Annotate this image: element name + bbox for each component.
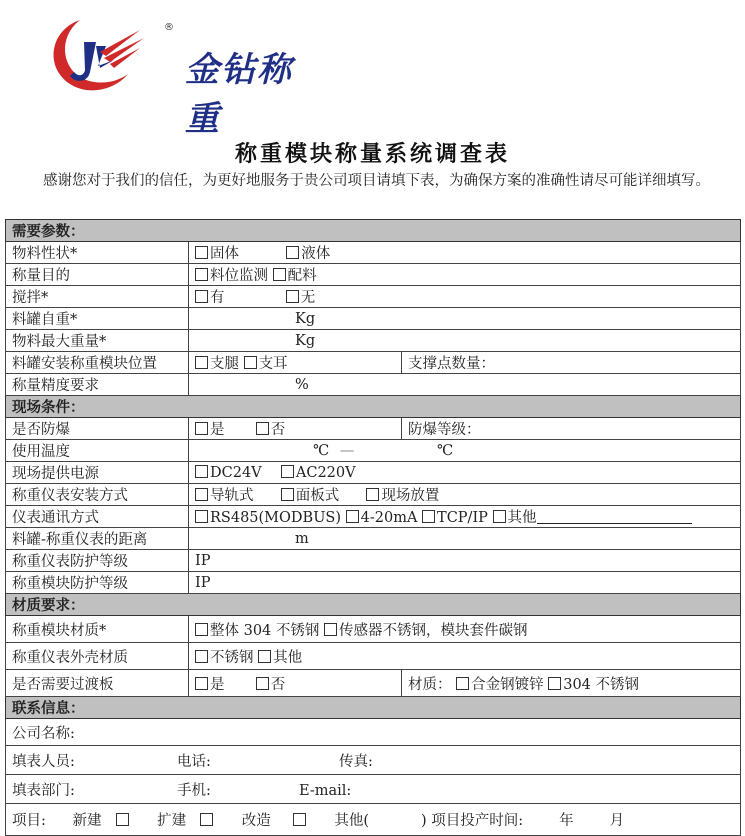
support-count-field[interactable]: 支撑点数量： xyxy=(402,352,741,374)
row-label: 料罐安装称重模块位置 xyxy=(6,352,189,374)
row-housing-material xyxy=(6,643,741,670)
checkbox-expansion[interactable] xyxy=(200,813,213,826)
row-distance xyxy=(6,528,741,550)
row-instrument-ip xyxy=(6,550,741,572)
section-title: 联系信息： xyxy=(6,697,741,719)
tank-weight-field[interactable]: Kg xyxy=(189,308,741,330)
mobile-field[interactable]: 手机: xyxy=(177,782,211,799)
row-filler xyxy=(6,746,741,775)
row-company xyxy=(6,719,741,746)
section-header-contact xyxy=(6,697,741,719)
checkbox-yes[interactable] xyxy=(195,677,208,690)
checkbox-new[interactable] xyxy=(116,813,129,826)
row-label: 称量目的 xyxy=(6,264,189,286)
checkbox-din-rail[interactable] xyxy=(195,488,208,501)
section-title: 需要参数： xyxy=(6,220,741,242)
row-options: 是 否 xyxy=(189,670,402,697)
row-temperature xyxy=(6,440,741,462)
row-instrument-mounting xyxy=(6,484,741,506)
row-label: 称量精度要求 xyxy=(6,374,189,396)
row-options: 有 无 xyxy=(189,286,741,308)
row-stirring xyxy=(6,286,741,308)
row-module-ip xyxy=(6,572,741,594)
checkbox-lug[interactable] xyxy=(244,356,257,369)
row-options: 导轨式 面板式 现场放置 xyxy=(189,484,741,506)
row-label: 使用温度 xyxy=(6,440,189,462)
row-tank-weight xyxy=(6,308,741,330)
checkbox-304[interactable] xyxy=(548,677,561,690)
section-header-params xyxy=(6,220,741,242)
checkbox-sensor-ss[interactable] xyxy=(324,623,337,636)
plate-material-options: 材质： 合金钢镀锌 304 不锈钢 xyxy=(402,670,741,697)
row-label: 物料最大重量* xyxy=(6,330,189,352)
row-label: 是否防爆 xyxy=(6,418,189,440)
filler-field[interactable]: 填表人员: xyxy=(12,753,75,770)
checkbox-yes[interactable] xyxy=(195,422,208,435)
checkbox-level-monitor[interactable] xyxy=(195,268,208,281)
row-accuracy xyxy=(6,374,741,396)
jz-logo-icon xyxy=(40,12,150,97)
survey-form xyxy=(5,219,741,836)
max-weight-field[interactable]: Kg xyxy=(189,330,741,352)
row-options: RS485(MODBUS) 4-20mA TCP/IP 其他 xyxy=(189,506,741,528)
row-options: 是 否 xyxy=(189,418,402,440)
row-label: 物料性状* xyxy=(6,242,189,264)
checkbox-galvanized[interactable] xyxy=(456,677,469,690)
section-header-site xyxy=(6,396,741,418)
row-options: DC24V AC220V xyxy=(189,462,741,484)
checkbox-renovation[interactable] xyxy=(293,813,306,826)
row-label: 称重仪表安装方式 xyxy=(6,484,189,506)
row-purpose xyxy=(6,264,741,286)
row-label: 现场提供电源 xyxy=(6,462,189,484)
row-label: 称重模块防护等级 xyxy=(6,572,189,594)
company-field[interactable]: 公司名称: xyxy=(6,719,741,746)
accuracy-field[interactable]: % xyxy=(189,374,741,396)
section-title: 现场条件： xyxy=(6,396,741,418)
row-label: 称重仪表防护等级 xyxy=(6,550,189,572)
checkbox-no[interactable] xyxy=(256,422,269,435)
row-max-weight xyxy=(6,330,741,352)
row-project: 项目: 新建 扩建 改造 其他( ) 项目投产时间: 年 月 xyxy=(6,804,741,836)
explosion-grade-field[interactable]: 防爆等级： xyxy=(402,418,741,440)
checkbox-other[interactable] xyxy=(493,510,506,523)
fax-field[interactable]: 传真: xyxy=(339,753,373,770)
row-communication xyxy=(6,506,741,528)
checkbox-no[interactable] xyxy=(286,290,299,303)
checkbox-yes[interactable] xyxy=(195,290,208,303)
row-label: 料罐自重* xyxy=(6,308,189,330)
row-label: 称重模块材质* xyxy=(6,616,189,643)
checkbox-field[interactable] xyxy=(366,488,379,501)
other-input-line[interactable] xyxy=(537,510,692,524)
checkbox-full-304[interactable] xyxy=(195,623,208,636)
checkbox-no[interactable] xyxy=(256,677,269,690)
row-options: 支腿 支耳 xyxy=(189,352,402,374)
row-explosion-proof xyxy=(6,418,741,440)
row-label: 称重仪表外壳材质 xyxy=(6,643,189,670)
checkbox-panel[interactable] xyxy=(281,488,294,501)
checkbox-stainless[interactable] xyxy=(195,650,208,663)
logo-text: 金钻称重 xyxy=(185,50,293,139)
row-options: 不锈钢 其他 xyxy=(189,643,741,670)
row-label: 是否需要过渡板 xyxy=(6,670,189,697)
section-header-material xyxy=(6,594,741,616)
checkbox-rs485[interactable] xyxy=(195,510,208,523)
row-options: 料位监测 配料 xyxy=(189,264,741,286)
checkbox-liquid[interactable] xyxy=(286,246,299,259)
row-transition-plate xyxy=(6,670,741,697)
dept-field[interactable]: 填表部门: xyxy=(12,782,75,799)
instrument-ip-field[interactable]: IP xyxy=(189,550,741,572)
phone-field[interactable]: 电话: xyxy=(177,753,211,770)
row-dept xyxy=(6,775,741,804)
row-options: 固体 液体 xyxy=(189,242,741,264)
document-title: 称重模块称量系统调查表 xyxy=(234,141,510,167)
module-ip-field[interactable]: IP xyxy=(189,572,741,594)
registered-mark: ® xyxy=(164,22,174,33)
company-logo xyxy=(40,12,300,139)
row-options: 整体 304 不锈钢 传感器不锈钢，模块套件碳钢 xyxy=(189,616,741,643)
section-title: 材质要求： xyxy=(6,594,741,616)
intro-text: 感谢您对于我们的信任，为更好地服务于贵公司项目请填下表，为确保方案的准确性请尽可能详细填写。 xyxy=(43,173,710,189)
distance-field[interactable]: m xyxy=(189,528,741,550)
checkbox-batching[interactable] xyxy=(273,268,286,281)
checkbox-other[interactable] xyxy=(258,650,271,663)
checkbox-4-20ma[interactable] xyxy=(346,510,359,523)
checkbox-tcpip[interactable] xyxy=(422,510,435,523)
row-power-supply xyxy=(6,462,741,484)
checkbox-dc24v[interactable] xyxy=(195,465,208,478)
row-label: 料罐-称重仪表的距离 xyxy=(6,528,189,550)
row-install-position xyxy=(6,352,741,374)
row-module-material xyxy=(6,616,741,643)
temperature-field[interactable]: ℃ — ℃ xyxy=(189,440,741,462)
row-material-state xyxy=(6,242,741,264)
email-field[interactable]: E-mail: xyxy=(299,782,352,799)
row-label: 搅拌* xyxy=(6,286,189,308)
checkbox-leg[interactable] xyxy=(195,356,208,369)
checkbox-solid[interactable] xyxy=(195,246,208,259)
checkbox-ac220v[interactable] xyxy=(281,465,294,478)
row-label: 仪表通讯方式 xyxy=(6,506,189,528)
